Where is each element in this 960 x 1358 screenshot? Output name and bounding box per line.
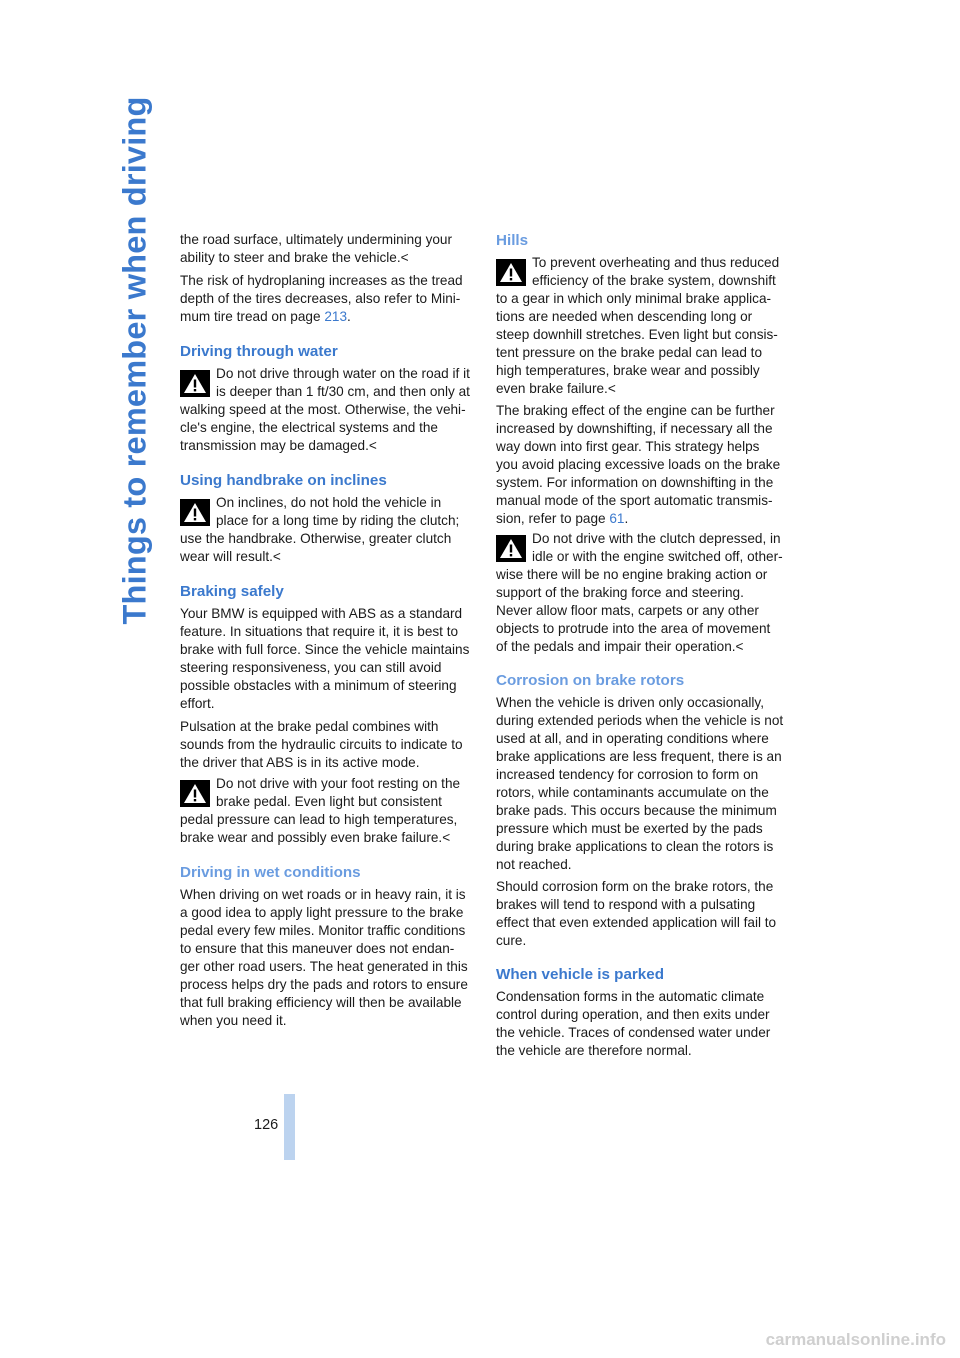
text-line: to a gear in which only minimal brake applica- — [496, 291, 772, 306]
section-heading-corrosion: Corrosion on brake rotors — [496, 672, 685, 689]
text-line: cle's engine, the electrical systems and the — [180, 420, 438, 435]
text-line: of the pedals and impair their operation.< — [496, 639, 744, 654]
text-line: that full braking efficiency will then be available — [180, 995, 462, 1010]
text-line: the vehicle. Traces of condensed water under — [496, 1025, 771, 1040]
text-line: Should corrosion form on the brake rotors, the — [496, 879, 774, 894]
text-line: sounds from the hydraulic circuits to indicate to — [180, 737, 463, 752]
text-line: system. For information on downshifting in the — [496, 475, 774, 490]
side-section-title — [98, 0, 172, 720]
text-line: rotors, while contaminants accumulate on the — [496, 785, 769, 800]
text-line: brakes will tend to respond with a pulsating — [496, 897, 756, 912]
text-line: when you need it. — [180, 1013, 287, 1028]
text-line: even brake failure.< — [496, 381, 616, 396]
text-line: during extended periods when the vehicle is not — [496, 713, 784, 728]
text-line: Do not drive with the clutch depressed, in — [532, 531, 781, 546]
text-line: increased by downshifting, if necessary all the — [496, 421, 773, 436]
page-reference-link[interactable]: 213 — [324, 309, 348, 324]
text-line: To prevent overheating and thus reduced — [532, 255, 780, 270]
text-line: process helps dry the pads and rotors to ensure — [180, 977, 468, 992]
text-line: increased tendency for corrosion to form on — [496, 767, 759, 782]
text-line: use the handbrake. Otherwise, greater clutch — [180, 531, 452, 546]
text-line: pressure which must be exerted by the pads — [496, 821, 763, 836]
section-heading-parked: When vehicle is parked — [496, 966, 664, 983]
text-line: effort. — [180, 696, 215, 711]
warning-icon — [496, 259, 526, 286]
text-line: to ensure that this maneuver does not endan- — [180, 941, 455, 956]
text-line: The risk of hydroplaning increases as the tread — [180, 273, 463, 288]
text-line: brake applications are less frequent, there is an — [496, 749, 782, 764]
text-line: wear will result.< — [180, 549, 281, 564]
warning-icon — [180, 780, 210, 807]
text-line: pedal every few miles. Monitor traffic conditions — [180, 923, 466, 938]
text-line: the road surface, ultimately undermining your — [180, 232, 453, 247]
section-heading-water: Driving through water — [180, 343, 338, 360]
text-line: Pulsation at the brake pedal combines with — [180, 719, 439, 734]
text-line: efficiency of the brake system, downshift — [532, 273, 776, 288]
text-line: tions are needed when descending long or — [496, 309, 753, 324]
text-line: walking speed at the most. Otherwise, the vehi- — [180, 402, 466, 417]
text-line: brake pads. This occurs because the minimum — [496, 803, 777, 818]
text-line: Do not drive with your foot resting on the — [216, 776, 461, 791]
text-line: Do not drive through water on the road if it — [216, 366, 470, 381]
text-line: transmission may be damaged.< — [180, 438, 377, 453]
warning-icon — [180, 370, 210, 397]
text-line: Never allow floor mats, carpets or any other — [496, 603, 759, 618]
text-line: cure. — [496, 933, 527, 948]
text-line: support of the braking force and steering. — [496, 585, 744, 600]
text-line: steep downhill stretches. Even light but consis- — [496, 327, 778, 342]
page-marker-bar — [284, 1094, 295, 1160]
text-line: the vehicle are therefore normal. — [496, 1043, 692, 1058]
text-line: wise there will be no engine braking action or — [496, 567, 768, 582]
text-line: brake with full force. Since the vehicle maintains — [180, 642, 470, 657]
text-line: is deeper than 1 ft/30 cm, and then only at — [216, 384, 470, 399]
text-line: steering responsiveness, you can still avoid — [180, 660, 442, 675]
text-line: When driving on wet roads or in heavy rain, it is — [180, 887, 466, 902]
text-line: idle or with the engine switched off, other- — [532, 549, 783, 564]
text-line: depth of the tires decreases, also refer to Mini- — [180, 291, 461, 306]
text-line: effect that even extended application will fail to — [496, 915, 777, 930]
text-line: brake pedal. Even light but consistent — [216, 794, 442, 809]
section-heading-handbrake: Using handbrake on inclines — [180, 472, 387, 489]
text-line: On inclines, do not hold the vehicle in — [216, 495, 442, 510]
text-line: sion, refer to page 61. — [496, 511, 629, 526]
text-line: ger other road users. The heat generated in this — [180, 959, 468, 974]
text-line: brake wear and possibly even brake failure.< — [180, 830, 451, 845]
text-line: objects to protrude into the area of movement — [496, 621, 771, 636]
text-line: used at all, and in operating conditions where — [496, 731, 769, 746]
section-heading-hills: Hills — [496, 232, 529, 249]
warning-icon — [180, 499, 210, 526]
text-line: place for a long time by riding the clutch; — [216, 513, 460, 528]
page-reference-link[interactable]: 61 — [609, 511, 625, 526]
text-line: When the vehicle is driven only occasionally, — [496, 695, 764, 710]
text-line: tent pressure on the brake pedal can lead to — [496, 345, 763, 360]
text-line: control during operation, and then exits under — [496, 1007, 770, 1022]
section-heading-wet: Driving in wet conditions — [180, 864, 361, 881]
text-line: Your BMW is equipped with ABS as a standard — [180, 606, 463, 621]
page-number: 126 — [254, 1117, 279, 1133]
text-line: Condensation forms in the automatic climate — [496, 989, 765, 1004]
text-line: The braking effect of the engine can be further — [496, 403, 775, 418]
text-line: a good idea to apply light pressure to the brake — [180, 905, 464, 920]
text-line: ability to steer and brake the vehicle.< — [180, 250, 409, 265]
section-heading-braking: Braking safely — [180, 583, 284, 600]
warning-icon — [496, 535, 526, 562]
text-line: way down into first gear. This strategy helps — [496, 439, 760, 454]
text-line: high temperatures, brake wear and possibly — [496, 363, 760, 378]
text-line: during brake applications to clean the rotors is — [496, 839, 774, 854]
watermark-logo: carmanualsonline.info — [765, 1330, 946, 1349]
text-line: pedal pressure can lead to high temperatures, — [180, 812, 458, 827]
text-line: the driver that ABS is in its active mode. — [180, 755, 420, 770]
text-line: possible obstacles with a minimum of steering — [180, 678, 457, 693]
text-line: not reached. — [496, 857, 572, 872]
side-title-text: Things to remember when driving — [116, 95, 153, 625]
text-line: feature. In situations that require it, it is best to — [180, 624, 459, 639]
text-line: manual mode of the sport automatic transmis- — [496, 493, 773, 508]
text-line: mum tire tread on page 213. — [180, 309, 351, 324]
text-line: you avoid placing excessive loads on the brake — [496, 457, 781, 472]
